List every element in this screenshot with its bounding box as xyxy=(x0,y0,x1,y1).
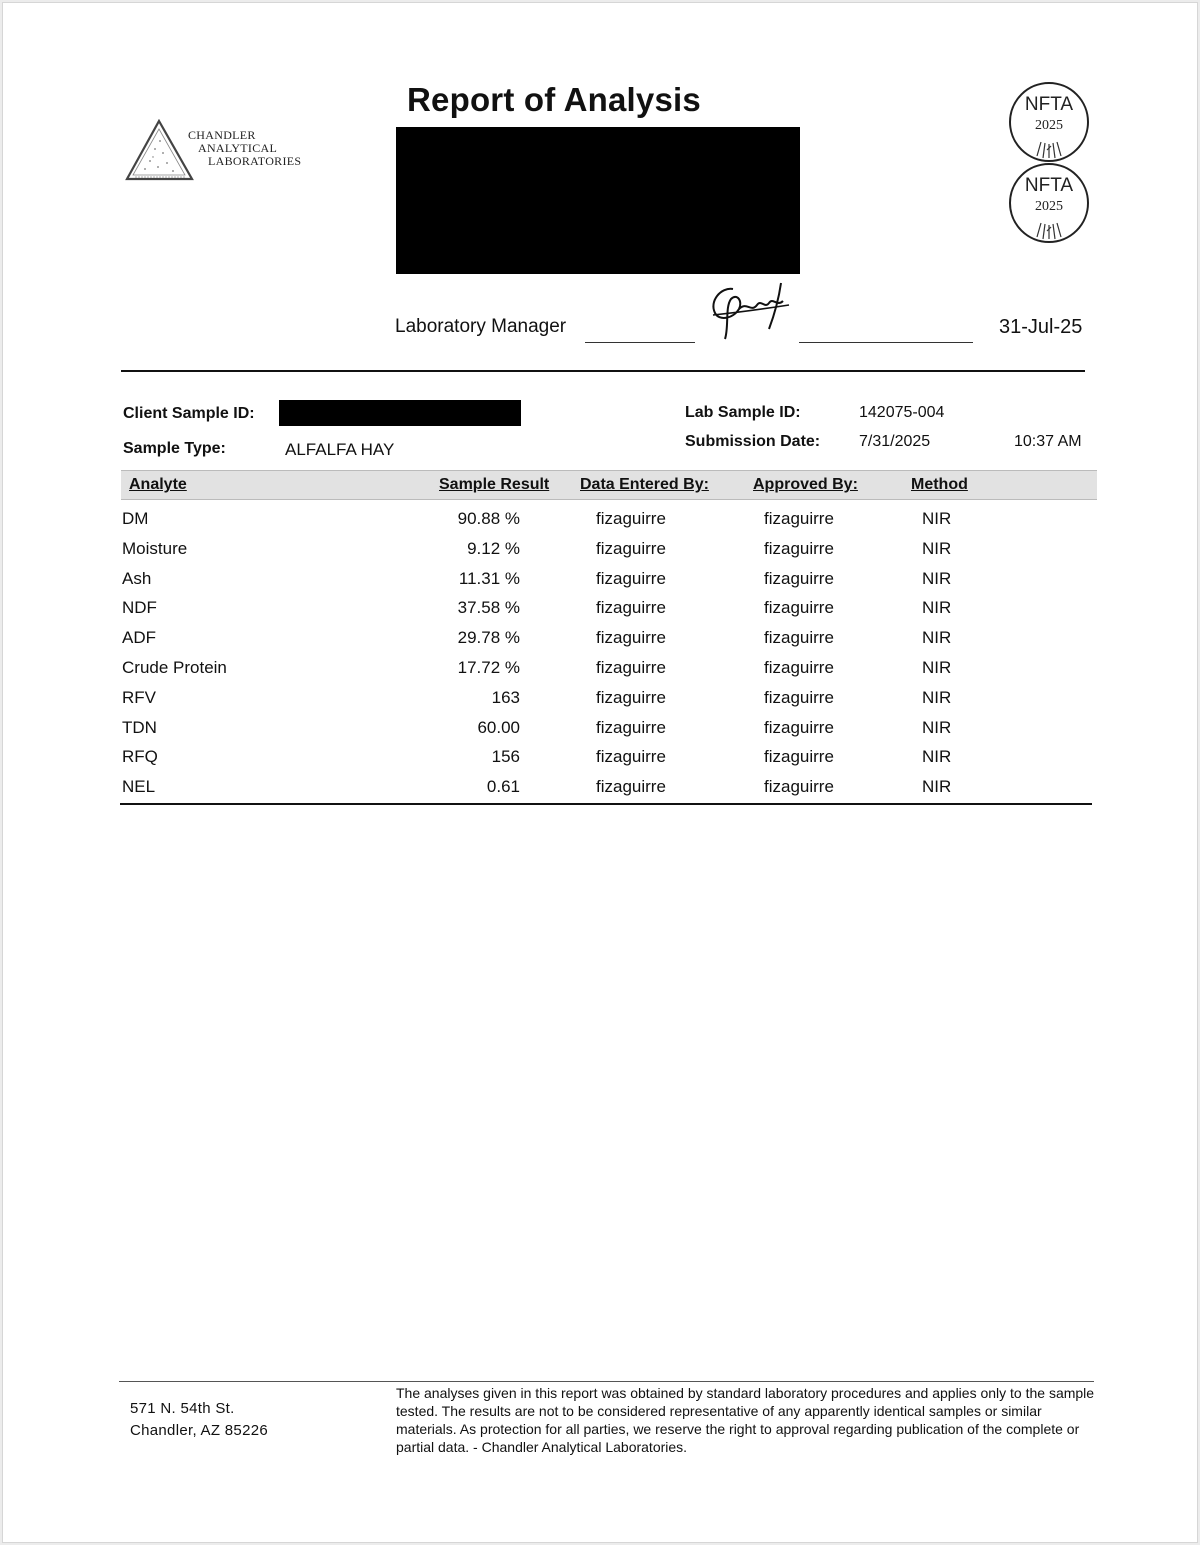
header-analyte: Analyte xyxy=(129,476,187,493)
cell-approved-by: fizaguirre xyxy=(764,717,834,737)
redacted-block xyxy=(396,127,800,274)
cell-method: NIR xyxy=(922,598,952,618)
lab-sample-id-value: 142075-004 xyxy=(859,404,945,421)
cell-entered-by: fizaguirre xyxy=(596,509,666,528)
cell-result: 17.72 % xyxy=(457,657,520,677)
nfta-seal-icon xyxy=(1007,161,1091,245)
report-page xyxy=(2,2,1198,1543)
cell-method: NIR xyxy=(922,657,952,677)
cell-analyte: Crude Protein xyxy=(122,657,227,677)
cell-approved-by: fizaguirre xyxy=(764,657,834,677)
cell-entered-by: fizaguirre xyxy=(596,598,666,618)
nfta-seal xyxy=(1007,80,1091,164)
address-line: Chandler, AZ 85226 xyxy=(130,1422,268,1439)
cell-analyte: Ash xyxy=(122,568,152,588)
footer-divider xyxy=(119,1381,1094,1382)
cell-result: 163 xyxy=(491,687,520,707)
cell-result: 156 xyxy=(491,747,520,767)
cell-result: 29.78 % xyxy=(457,628,520,648)
signature-line xyxy=(585,342,695,343)
seal-year: 2025 xyxy=(1035,199,1063,214)
cell-analyte: TDN xyxy=(122,717,157,737)
cell-result: 0.61 xyxy=(486,777,520,797)
cell-result: 9.12 % xyxy=(467,538,520,558)
cell-method: NIR xyxy=(922,717,952,737)
cell-analyte: DM xyxy=(122,509,149,528)
cell-approved-by: fizaguirre xyxy=(764,747,834,767)
table-row xyxy=(121,594,1097,624)
client-sample-id-label: Client Sample ID: xyxy=(123,405,255,422)
results-table xyxy=(121,505,1097,803)
table-row xyxy=(121,535,1097,565)
divider xyxy=(121,370,1085,372)
cell-method: NIR xyxy=(922,509,952,528)
cell-method: NIR xyxy=(922,538,952,558)
submission-date-value: 7/31/2025 xyxy=(859,433,931,450)
seal-name: NFTA xyxy=(1024,175,1074,196)
signature-line xyxy=(799,342,973,343)
table-row xyxy=(121,684,1097,714)
logo-text xyxy=(188,129,301,168)
cell-entered-by: fizaguirre xyxy=(596,717,666,737)
cell-entered-by: fizaguirre xyxy=(596,568,666,588)
cell-entered-by: fizaguirre xyxy=(596,687,666,707)
seal-name: NFTA xyxy=(1024,94,1074,115)
nfta-seal-icon xyxy=(1007,80,1091,164)
cell-result: 60.00 xyxy=(477,717,520,737)
cell-analyte: NEL xyxy=(122,777,156,797)
cell-analyte: Moisture xyxy=(122,538,188,558)
cell-analyte: RFQ xyxy=(122,747,158,767)
cell-analyte: NDF xyxy=(122,598,157,618)
header-sample-result: Sample Result xyxy=(439,476,550,493)
cell-method: NIR xyxy=(922,687,952,707)
cell-approved-by: fizaguirre xyxy=(764,598,834,618)
cell-method: NIR xyxy=(922,628,952,648)
table-header xyxy=(121,470,1097,500)
lab-logo xyxy=(125,119,325,185)
logo-line: LABORATORIES xyxy=(208,154,302,168)
submission-time-value: 10:37 AM xyxy=(1014,433,1082,450)
signature-icon xyxy=(703,279,795,343)
table-bottom-rule xyxy=(120,803,1092,805)
cell-approved-by: fizaguirre xyxy=(764,777,834,797)
disclaimer-text: The analyses given in this report was obtained by standard laboratory procedures and applies only to the sample tested. The results are not to be considered representative of any apparently identical samples or similar materials. As protection for all parties, we reserve the right to approval regarding publication of the complete or partial data. - Chandler Analytical Laboratories. xyxy=(396,1385,1095,1455)
table-row xyxy=(121,714,1097,744)
cell-method: NIR xyxy=(922,747,952,767)
header-method: Method xyxy=(911,476,968,493)
redacted-client-id xyxy=(279,400,521,426)
cell-approved-by: fizaguirre xyxy=(764,568,834,588)
cell-result: 11.31 % xyxy=(458,568,520,588)
table-row xyxy=(121,505,1097,535)
table-row xyxy=(121,654,1097,684)
submission-date-label: Submission Date: xyxy=(685,433,821,450)
cell-method: NIR xyxy=(922,777,952,797)
cell-approved-by: fizaguirre xyxy=(764,509,834,528)
logo-line: ANALYTICAL xyxy=(198,141,278,155)
cell-entered-by: fizaguirre xyxy=(596,657,666,677)
cell-result: 37.58 % xyxy=(457,598,520,618)
cell-approved-by: fizaguirre xyxy=(764,687,834,707)
nfta-seal xyxy=(1007,161,1091,245)
lab-sample-id-label: Lab Sample ID: xyxy=(685,404,801,421)
header-data-entered-by: Data Entered By: xyxy=(580,476,709,493)
seal-year: 2025 xyxy=(1035,118,1063,133)
logo-line: CHANDLER xyxy=(188,128,256,142)
table-row xyxy=(121,743,1097,773)
cell-entered-by: fizaguirre xyxy=(596,747,666,767)
header-approved-by: Approved By: xyxy=(753,476,858,493)
cell-method: NIR xyxy=(922,568,952,588)
cell-analyte: RFV xyxy=(122,687,156,707)
cell-approved-by: fizaguirre xyxy=(764,538,834,558)
sample-type-label: Sample Type: xyxy=(123,440,226,457)
table-row xyxy=(121,773,1097,803)
lab-address xyxy=(130,1398,268,1442)
triangle-logo-icon xyxy=(125,119,195,185)
table-row xyxy=(121,565,1097,595)
report-title: Report of Analysis xyxy=(407,81,701,118)
table-row xyxy=(121,624,1097,654)
manager-label: Laboratory Manager xyxy=(395,316,567,337)
report-date: 31-Jul-25 xyxy=(999,316,1083,338)
cell-entered-by: fizaguirre xyxy=(596,628,666,648)
address-line: 571 N. 54th St. xyxy=(130,1400,235,1417)
cell-result: 90.88 % xyxy=(457,509,520,528)
cell-entered-by: fizaguirre xyxy=(596,538,666,558)
sample-type-value: ALFALFA HAY xyxy=(285,440,395,459)
cell-analyte: ADF xyxy=(122,628,156,648)
cell-approved-by: fizaguirre xyxy=(764,628,834,648)
cell-entered-by: fizaguirre xyxy=(596,777,666,797)
